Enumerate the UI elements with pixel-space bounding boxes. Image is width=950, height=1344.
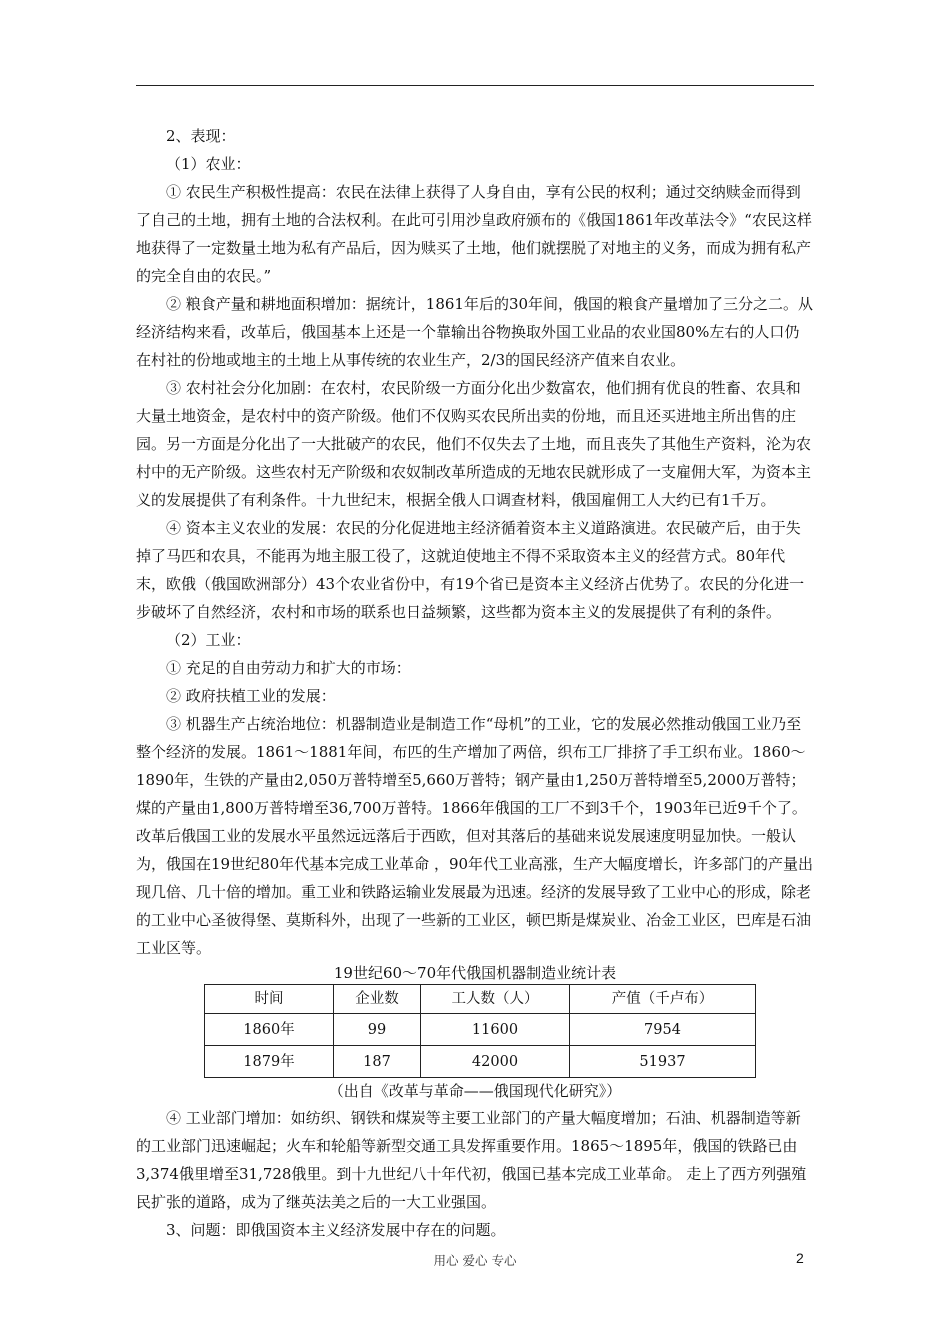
section-heading-manifestation: 2、表现： — [166, 127, 236, 145]
subsection-heading-agriculture: （1）农业： — [166, 155, 251, 173]
table-header-row — [205, 985, 756, 1014]
table-header-cell: 企业数 — [334, 985, 421, 1014]
table-cell: 187 — [334, 1046, 421, 1078]
paragraph-capitalist-agriculture: ④ 资本主义农业的发展：农民的分化促进地主经济循着资本主义道路演进。农民破产后，由于失掉了马匹和农具，不能再为地主服工役了，这就迫使地主不得不采取资本主义的经营方式。80年代末，欧俄（俄国欧洲部分）43个农业省份中，有19个省已是资本主义经济占优势了。农民的分化进一步破坏了自然经济，农村和市场的联系也日益频繁，这些都为资本主义的发展提供了有利的条件。 — [136, 519, 805, 621]
table-cell: 7954 — [570, 1014, 756, 1046]
table-cell: 1860年 — [205, 1014, 334, 1046]
table-cell: 1879年 — [205, 1046, 334, 1078]
table-caption: 19世纪60～70年代俄国机器制造业统计表 — [333, 964, 617, 982]
section-heading-problems: 3、问题：即俄国资本主义经济发展中存在的问题。 — [166, 1221, 506, 1239]
table-header-cell: 时间 — [205, 985, 334, 1014]
paragraph-machine-production: ③ 机器生产占统治地位：机器制造业是制造工作“母机”的工业，它的发展必然推动俄国工业乃至整个经济的发展。1861～1881年间，布匹的生产增加了两倍，织布工厂排挤了手工织布业。1860～1890年，生铁的产量由2,050万普特增至5,660万普特；钢产量由1,250万普特增至5,2000万普特；煤的产量由1,800万普特增至36,700万普特。1866年俄国的工厂不到3千个，1903年已近9千个了。改革后俄国工业的发展水平虽然远远落后于西欧，但对其落后的基础来说发展速度明显加快。一般认为，俄国在19世纪80年代基本完成工业革命 ，90年代工业高涨，生产大幅度增长，许多部门的产量出现几倍、几十倍的增加。重工业和铁路运输业发展最为迅速。经济的发展导致了工业中心的形成，除老的工业中心圣彼得堡、莫斯科外，出现了一些新的工业区，顿巴斯是煤炭业、冶金工业区，巴库是石油工业区等。 — [136, 715, 814, 957]
paragraph-rural-differentiation: ③ 农村社会分化加剧：在农村，农民阶级一方面分化出少数富农，他们拥有优良的牲畜、农具和大量土地资金，是农村中的资产阶级。他们不仅购买农民所出卖的份地，而且还买进地主所出售的庄园。另一方面是分化出了一大批破产的农民，他们不仅失去了土地，而且丧失了其他生产资料，沦为农村中的无产阶级。这些农村无产阶级和农奴制改革所造成的无地农民就形成了一支雇佣大军，为资本主义的发展提供了有利条件。十九世纪末，根据全俄人口调查材料，俄国雇佣工人大约已有1千万。 — [136, 379, 812, 509]
table-source-note: （出自《改革与革命——俄国现代化研究》） — [328, 1082, 622, 1100]
table-header-cell: 产值（千卢布） — [570, 985, 756, 1014]
page-number: 2 — [796, 1250, 804, 1266]
paragraph-free-labor: ① 充足的自由劳动力和扩大的市场： — [166, 659, 411, 677]
paragraph-grain-output: ② 粮食产量和耕地面积增加：据统计，1861年后的30年间，俄国的粮食产量增加了三分之二。从经济结构来看，改革后，俄国基本上还是一个靠输出谷物换取外国工业品的农业国80%左右的人口仍在村社的份地或地主的土地上从事传统的农业生产，2/3的国民经济产值来自农业。 — [136, 295, 814, 369]
subsection-heading-industry: （2）工业： — [166, 631, 251, 649]
footer-slogan: 用心 爱心 专心 — [433, 1253, 517, 1268]
paragraph-peasant-enthusiasm: ① 农民生产积极性提高：农民在法律上获得了人身自由，享有公民的权利；通过交纳赎金而得到了自己的土地，拥有土地的合法权利。在此可引用沙皇政府颁布的《俄国1861年改革法令》“农民这样地获得了一定数量土地为私有产品后，因为赎买了土地，他们就摆脱了对地主的义务，而成为拥有私产的完全自由的农民。” — [136, 183, 812, 285]
document-body — [136, 122, 814, 1244]
table-cell: 99 — [334, 1014, 421, 1046]
table-header-cell: 工人数（人） — [421, 985, 570, 1014]
table-cell: 42000 — [421, 1046, 570, 1078]
table-cell: 11600 — [421, 1014, 570, 1046]
table-row — [205, 1046, 756, 1078]
header-rule — [136, 85, 814, 86]
paragraph-government-support: ② 政府扶植工业的发展： — [166, 687, 336, 705]
paragraph-new-industries: ④ 工业部门增加：如纺织、钢铁和煤炭等主要工业部门的产量大幅度增加；石油、机器制造等新的工业部门迅速崛起；火车和轮船等新型交通工具发挥重要作用。1865～1895年，俄国的铁路已由3,374俄里增至31,728俄里。到十九世纪八十年代初，俄国已基本完成工业革命。 走上了西方列强殖民扩张的道路，成为了继英法美之后的一大工业强国。 — [136, 1109, 807, 1211]
table-cell: 51937 — [570, 1046, 756, 1078]
machine-building-stats-table — [204, 984, 756, 1078]
table-row — [205, 1014, 756, 1046]
